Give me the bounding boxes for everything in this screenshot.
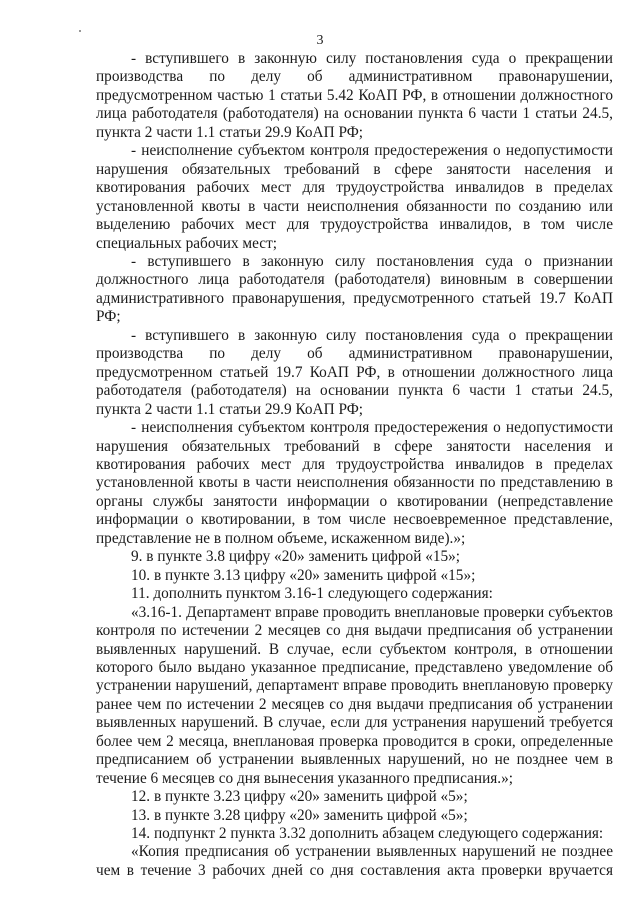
paragraph: - вступившего в законную силу постановления суда о признании должностного лица работодателя (работодателя) виновным в совершении административного правонарушения, предусмотренного статьей 19.7 КоАП РФ;: [96, 252, 613, 326]
paragraph: «3.16-1. Департамент вправе проводить внеплановые проверки субъектов контроля по истечении 2 месяцев со дня выдачи предписания об устранении выявленных нарушений. В случае, если субъектом контроля, в отношении которого было выдано указанное предписание, представлено уведомление об устранении нарушений, департамент вправе проводить внеплановую проверку ранее чем по истечении 2 месяцев со дня выдачи предписания об устранении выявленных нарушений. В случае, если для устранения нарушений требуется более чем 2 месяца, внеплановая проверка проводится в сроки, определенные предписанием об устранении выявленных нарушений, но не позднее чем в течение 6 месяцев со дня вынесения указанного предписания.»;: [96, 603, 613, 787]
paragraph: 11. дополнить пунктом 3.16-1 следующего содержания:: [131, 585, 493, 603]
paragraph: 14. подпункт 2 пункта 3.32 дополнить абзацем следующего содержания:: [131, 825, 604, 843]
paragraph: - вступившего в законную силу постановления суда о прекращении производства по делу об административном правонарушении, предусмотренном статьей 19.7 КоАП РФ, в отношении должностного лица работодателя (работодателя) на основании пункта 6 части 1 статьи 24.5, пункта 2 части 1.1 статьи 29.9 КоАП РФ;: [96, 326, 613, 418]
paragraph: «Копия предписания об устранении выявленных нарушений не позднее чем в течение 3 рабочих дней со дня составления акта проверки вручается: [96, 843, 613, 879]
paragraph: - вступившего в законную силу постановления суда о прекращении производства по делу об административном правонарушении, предусмотренном частью 1 статьи 5.42 КоАП РФ, в отношении должностного лица работодателя (работодателя) на основании пункта 6 части 1 статьи 24.5, пункта 2 части 1.1 статьи 29.9 КоАП РФ;: [96, 50, 613, 141]
paragraph: 9. в пункте 3.8 цифру «20» заменить цифрой «15»;: [131, 548, 461, 566]
document-body: [96, 50, 613, 880]
paragraph: - неисполнения субъектом контроля предостережения о недопустимости нарушения обязательных требований в сфере занятости населения и квотирования рабочих мест для трудоустройства инвалидов в пределах установленной квоты в части неисполнения обязанности по представлению в органы службы занятости информации о квотировании (непредставление информации о квотировании, в том числе несвоевременное представление, представление не в полном объеме, искаженном виде).»;: [96, 419, 613, 547]
paragraph: 13. в пункте 3.28 цифру «20» заменить цифрой «5»;: [131, 806, 468, 824]
paragraph: 12. в пункте 3.23 цифру «20» заменить цифрой «5»;: [131, 788, 468, 806]
page-number: 3: [316, 33, 324, 48]
paragraph: 10. в пункте 3.13 цифру «20» заменить цифрой «15»;: [131, 566, 476, 584]
paragraph: - неисполнение субъектом контроля предостережения о недопустимости нарушения обязательных требований в сфере занятости населения и квотирования рабочих мест для трудоустройства инвалидов в пределах установленной квоты в части неисполнения обязанности по созданию или выделению рабочих мест для трудоустройства инвалидов, в том числе специальных рабочих мест;: [96, 142, 613, 252]
